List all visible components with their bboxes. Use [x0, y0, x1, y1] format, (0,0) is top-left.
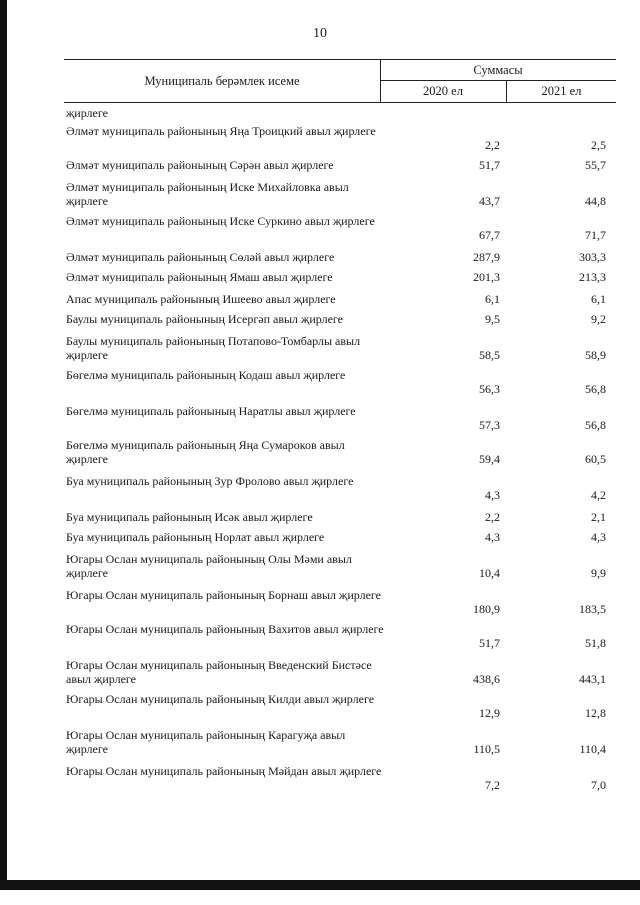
value-2021: 55,7	[585, 158, 606, 172]
table-row	[66, 438, 606, 466]
table-row	[66, 622, 606, 650]
value-2021: 56,8	[585, 382, 606, 396]
municipality-name: Югары Ослан муниципаль районының Олы Мәми авыл җирлеге	[66, 552, 352, 580]
municipality-name: Югары Ослан муниципаль районының Вахитов авыл җирлеге	[66, 622, 384, 636]
municipality-name: Әлмәт муниципаль районының Иске Суркино авыл җирлеге	[66, 214, 375, 228]
value-2021: 4,2	[591, 488, 606, 502]
header-year-2021: 2021 ел	[541, 84, 582, 98]
municipality-name: Бөгелмә муниципаль районының Яңа Сумароков авыл җирлеге	[66, 438, 345, 466]
value-2021: 9,2	[591, 312, 606, 326]
value-2021: 303,3	[579, 250, 606, 264]
municipality-name: Бөгелмә муниципаль районының Кодаш авыл җирлеге	[66, 368, 346, 382]
header-sums-column	[380, 60, 616, 102]
value-2020: 2,2	[485, 138, 500, 152]
municipality-name: Әлмәт муниципаль районының Иске Михайловка авыл җирлеге	[66, 180, 349, 208]
value-2021: 4,3	[591, 530, 606, 544]
table-row	[66, 588, 606, 616]
table-row	[66, 368, 606, 396]
table-row	[66, 510, 606, 524]
value-2020: 57,3	[479, 418, 500, 432]
header-year-2020: 2020 ел	[380, 81, 507, 102]
header-name-column: Муниципаль берәмлек исеме	[64, 60, 381, 102]
value-2021: 443,1	[579, 672, 606, 686]
municipality-name: Апас муниципаль районының Ишеево авыл җирлеге	[66, 292, 336, 306]
continued-text: җирлеге	[66, 106, 108, 120]
value-2020: 67,7	[479, 228, 500, 242]
value-2020: 287,9	[473, 250, 500, 264]
municipality-name: Баулы муниципаль районының Исергәп авыл җирлеге	[66, 312, 344, 326]
value-2020: 51,7	[479, 158, 500, 172]
table-row	[66, 404, 606, 432]
table-row	[66, 764, 606, 792]
municipality-name: Югары Ослан муниципаль районының Введенский Бистәсе авыл җирлеге	[66, 658, 372, 686]
value-2021: 58,9	[585, 348, 606, 362]
value-2020: 58,5	[479, 348, 500, 362]
value-2020: 4,3	[485, 530, 500, 544]
table-row	[66, 692, 606, 720]
scan-edge-left	[0, 0, 7, 890]
table-row	[66, 312, 606, 326]
table-row	[66, 158, 606, 172]
municipality-name: Буа муниципаль районының Исәк авыл җирлеге	[66, 510, 313, 524]
value-2020: 12,9	[479, 706, 500, 720]
table-row	[66, 552, 606, 580]
scan-edge-bottom	[0, 880, 640, 890]
table-header	[64, 59, 616, 103]
value-2021: 12,8	[585, 706, 606, 720]
municipality-name: Югары Ослан муниципаль районының Карагуҗа авыл җирлеге	[66, 728, 346, 756]
value-2021: 56,8	[585, 418, 606, 432]
table-row	[66, 180, 606, 208]
value-2020: 7,2	[485, 778, 500, 792]
municipality-name: Буа муниципаль районының Зур Фролово авыл җирлеге	[66, 474, 354, 488]
table-row	[66, 658, 606, 686]
value-2021: 110,4	[579, 742, 606, 756]
value-2020: 51,7	[479, 636, 500, 650]
value-2021: 60,5	[585, 452, 606, 466]
value-2021: 7,0	[591, 778, 606, 792]
value-2020: 59,4	[479, 452, 500, 466]
table-row	[66, 334, 606, 362]
value-2020: 438,6	[473, 672, 500, 686]
page-number: 10	[313, 26, 327, 41]
municipality-name: Югары Ослан муниципаль районының Мәйдан авыл җирлеге	[66, 764, 382, 778]
table-row	[66, 292, 606, 306]
value-2020: 43,7	[479, 194, 500, 208]
value-2021: 71,7	[585, 228, 606, 242]
municipality-name: Баулы муниципаль районының Потапово-Томбарлы авыл җирлеге	[66, 334, 361, 362]
value-2020: 4,3	[485, 488, 500, 502]
value-2021: 9,9	[591, 566, 606, 580]
value-2021: 2,1	[591, 510, 606, 524]
municipality-name: Әлмәт муниципаль районының Ямаш авыл җирлеге	[66, 270, 333, 284]
value-2021: 51,8	[585, 636, 606, 650]
value-2020: 110,5	[473, 742, 500, 756]
value-2021: 2,5	[591, 138, 606, 152]
table-row	[66, 250, 606, 264]
value-2020: 9,5	[485, 312, 500, 326]
value-2020: 56,3	[479, 382, 500, 396]
municipality-name: Әлмәт муниципаль районының Сәрән авыл җирлеге	[66, 158, 334, 172]
value-2020: 2,2	[485, 510, 500, 524]
value-2020: 6,1	[485, 292, 500, 306]
table-row	[66, 530, 606, 544]
value-2021: 183,5	[579, 602, 606, 616]
table-row	[66, 728, 606, 756]
municipality-name: Югары Ослан муниципаль районының Килди авыл җирлеге	[66, 692, 375, 706]
table-row	[66, 124, 606, 152]
value-2021: 6,1	[591, 292, 606, 306]
municipality-name: Әлмәт муниципаль районының Сөләй авыл җирлеге	[66, 250, 335, 264]
value-2021: 44,8	[585, 194, 606, 208]
header-sums-title: Суммасы	[380, 60, 616, 81]
table-row	[66, 270, 606, 284]
municipality-name: Әлмәт муниципаль районының Яңа Троицкий авыл җирлеге	[66, 124, 376, 138]
municipality-name: Югары Ослан муниципаль районының Борнаш авыл җирлеге	[66, 588, 381, 602]
value-2021: 213,3	[579, 270, 606, 284]
value-2020: 180,9	[473, 602, 500, 616]
header-years	[380, 81, 616, 102]
table-row	[66, 214, 606, 242]
municipality-name: Бөгелмә муниципаль районының Наратлы авыл җирлеге	[66, 404, 356, 418]
municipality-name: Буа муниципаль районының Норлат авыл җирлеге	[66, 530, 325, 544]
value-2020: 10,4	[479, 566, 500, 580]
value-2020: 201,3	[473, 270, 500, 284]
table-row	[66, 474, 606, 502]
